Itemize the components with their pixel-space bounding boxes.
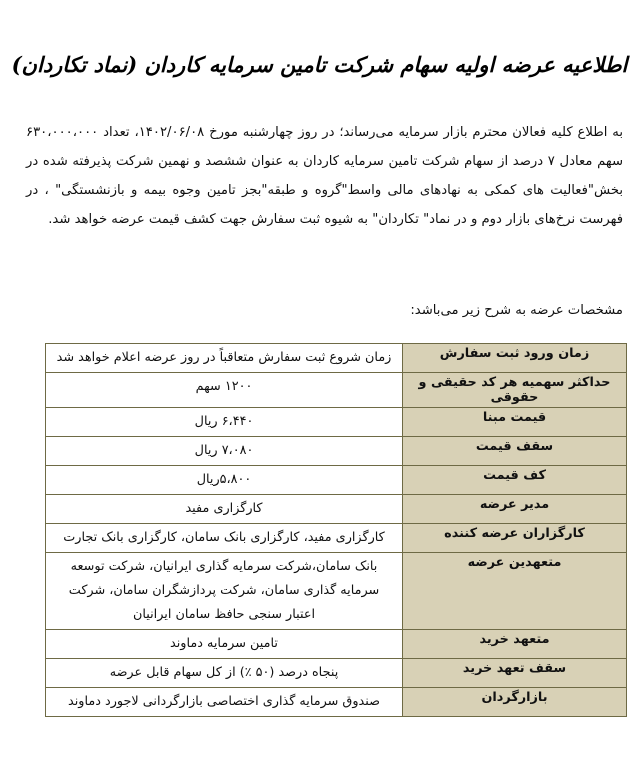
spec-value: ۶،۴۴۰ ریال (46, 408, 403, 437)
table-row (46, 495, 627, 524)
spec-label: حداکثر سهمیه هر کد حقیقی و حقوقی (403, 373, 627, 408)
announcement-paragraph: به اطلاع کلیه فعالان محترم بازار سرمایه می‌رساند؛ در روز چهارشنبه مورخ ۱۴۰۲/۰۶/۰۸، تعداد ۶۳۰،۰۰۰،۰۰۰ سهم معادل ۷ درصد از سهام شرکت تامین سرمایه کاردان به عنوان ششصد و نهمین شرکت پذیرفته شده در بخش"فعالیت های کمکی به نهادهای مالی واسط"گروه و طبقه"بجز تامین وجوه بیمه و بازنشستگی" ، در فهرست نرخ‌های بازار دوم و در نماد" تکاردان" به شیوه ثبت سفارش جهت کشف قیمت عرضه خواهد شد. (26, 125, 624, 227)
spec-label: متعهد خرید (403, 630, 627, 659)
spec-label: بازارگردان (403, 688, 627, 717)
spec-value: پنجاه درصد (۵۰ ٪) از کل سهام قابل عرضه (46, 659, 403, 688)
spec-label: مدیر عرضه (403, 495, 627, 524)
spec-value: ۵،۸۰۰ریال (46, 466, 403, 495)
table-row (46, 659, 627, 688)
spec-value: صندوق سرمایه گذاری اختصاصی بازارگردانی لاجورد دماوند (46, 688, 403, 717)
spec-label: کف قیمت (403, 466, 627, 495)
spec-label: قیمت مبنا (403, 408, 627, 437)
table-row (46, 553, 627, 630)
spec-label: سقف قیمت (403, 437, 627, 466)
spec-value: تامین سرمایه دماوند (46, 630, 403, 659)
spec-value: کارگزاری مفید، کارگزاری بانک سامان، کارگزاری بانک تجارت (46, 524, 403, 553)
announcement-body (26, 118, 623, 234)
spec-value: ۱۲۰۰ سهم (46, 373, 403, 408)
specs-intro: مشخصات عرضه به شرح زیر می‌باشد: (410, 303, 623, 318)
table-row (46, 373, 627, 408)
table-row (46, 688, 627, 717)
spec-value: بانک سامان،شرکت سرمایه گذاری ایرانیان، شرکت توسعه سرمایه گذاری سامان، شرکت پردازشگران سامان، شرکت اعتبار سنجی حافظ سامان ایرانیان (46, 553, 403, 630)
table-row (46, 524, 627, 553)
page-title: اطلاعیه عرضه اولیه سهام شرکت تامین سرمایه کاردان (نماد تکاردان) (11, 52, 628, 77)
table-row (46, 437, 627, 466)
spec-value: زمان شروع ثبت سفارش متعاقباً در روز عرضه اعلام خواهد شد (46, 344, 403, 373)
table-row (46, 408, 627, 437)
table-row (46, 630, 627, 659)
spec-label: زمان ورود ثبت سفارش (403, 344, 627, 373)
spec-label: متعهدین عرضه (403, 553, 627, 630)
spec-value: ۷،۰۸۰ ریال (46, 437, 403, 466)
offering-specs-table (45, 343, 627, 717)
spec-label: کارگزاران عرضه کننده (403, 524, 627, 553)
spec-label: سقف تعهد خرید (403, 659, 627, 688)
table-row (46, 344, 627, 373)
spec-value: کارگزاری مفید (46, 495, 403, 524)
table-row (46, 466, 627, 495)
